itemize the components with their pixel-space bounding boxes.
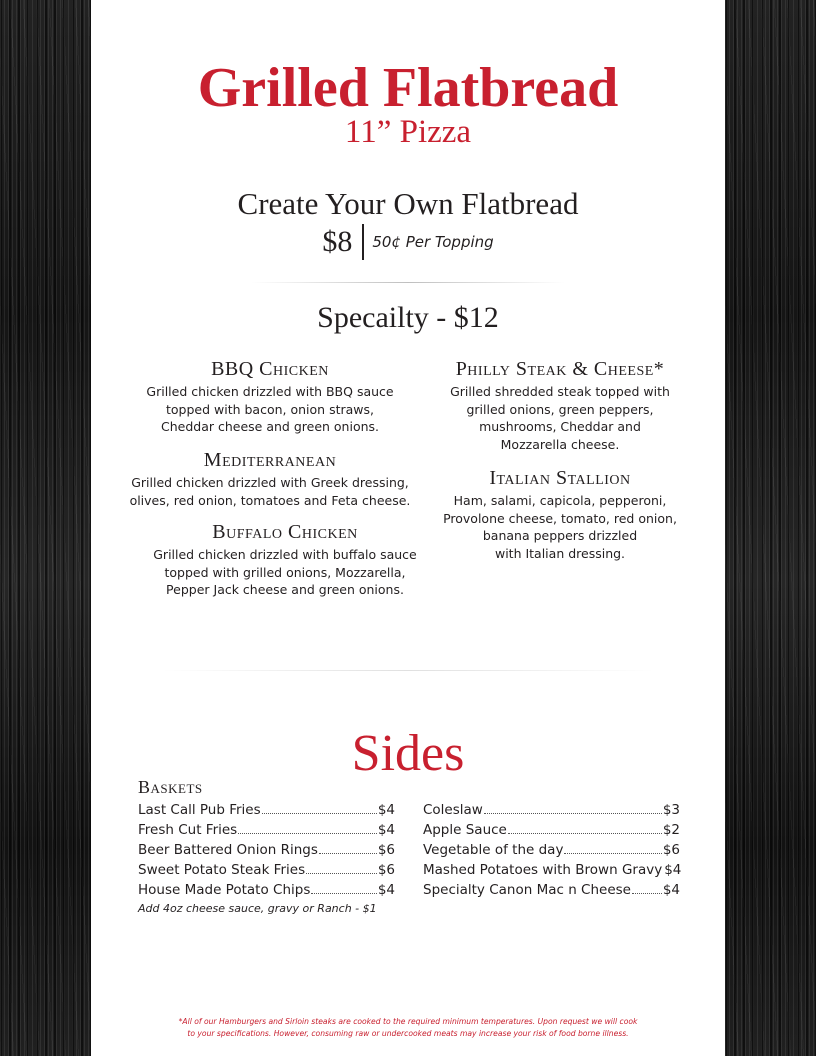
- create-your-own-price: $8: [322, 225, 353, 258]
- addon-note: Add 4oz cheese sauce, gravy or Ranch - $1: [138, 902, 377, 915]
- price-divider: [362, 224, 364, 260]
- list-item: [423, 882, 680, 902]
- description-line: Pepper Jack cheese and green onions.: [166, 582, 404, 597]
- description-line: Grilled chicken drizzled with BBQ sauce: [146, 384, 394, 399]
- side-name: Beer Battered Onion Rings: [138, 842, 318, 858]
- disclaimer-line: to your specifications. However, consuming raw or undercooked meats may increase your risk of food borne illness.: [187, 1028, 629, 1038]
- description-line: Grilled chicken drizzled with Greek dressing,: [131, 475, 409, 490]
- item-name: BBQ Chicken: [211, 358, 329, 380]
- dot-leader: [311, 893, 376, 894]
- menu-page: [91, 0, 725, 1056]
- side-price: $6: [377, 842, 395, 858]
- section-divider: [161, 670, 655, 671]
- list-item: [138, 842, 395, 862]
- side-name: Specialty Canon Mac n Cheese: [423, 882, 631, 898]
- list-item: [423, 862, 680, 882]
- side-name: Coleslaw: [423, 802, 483, 818]
- description-line: banana peppers drizzled: [482, 528, 638, 543]
- create-your-own-title: Create Your Own Flatbread: [237, 186, 579, 221]
- list-item: [138, 822, 395, 842]
- list-item: [423, 822, 680, 842]
- item-description: [128, 474, 412, 509]
- description-line: mushrooms, Cheddar and: [479, 419, 641, 434]
- description-line: olives, red onion, tomatoes and Feta cheese.: [129, 492, 411, 508]
- description-line: topped with bacon, onion straws,: [165, 401, 374, 417]
- side-price: $6: [377, 862, 395, 878]
- side-name: Last Call Pub Fries: [138, 802, 261, 818]
- item-name: Mediterranean: [203, 449, 337, 471]
- menu-item-bbq-chicken: [143, 357, 397, 436]
- disclaimer-line: *All of our Hamburgers and Sirloin steaks are cooked to the required minimum temperatures. Upon request we will cook: [178, 1017, 638, 1026]
- baskets-label: Baskets: [138, 777, 203, 797]
- description-line: Grilled chicken drizzled with buffalo sauce: [153, 547, 417, 562]
- sides-list-left: [138, 802, 395, 902]
- side-name: House Made Potato Chips: [138, 882, 311, 898]
- item-name: Buffalo Chicken: [212, 521, 358, 543]
- side-price: $4: [377, 802, 395, 818]
- list-item: [138, 882, 395, 902]
- item-description: [143, 383, 397, 436]
- topping-price-note: 50¢ Per Topping: [372, 233, 494, 251]
- dot-leader: [564, 853, 661, 854]
- side-price: $6: [662, 842, 680, 858]
- list-item: [138, 802, 395, 822]
- menu-item-buffalo-chicken: [148, 520, 422, 599]
- item-name: Italian Stallion: [489, 467, 631, 489]
- section-divider: [251, 282, 565, 283]
- item-description: [433, 383, 687, 453]
- list-item: [138, 862, 395, 882]
- food-safety-disclaimer: [91, 1016, 725, 1039]
- description-line: Grilled shredded steak topped with: [450, 384, 670, 399]
- side-price: $2: [662, 822, 680, 838]
- create-your-own-price-row: [91, 224, 725, 260]
- wood-texture-right: [725, 0, 816, 1056]
- description-line: Cheddar cheese and green onions.: [161, 419, 379, 434]
- side-name: Sweet Potato Steak Fries: [138, 862, 306, 878]
- sides-title: Sides: [351, 725, 465, 782]
- menu-title: Grilled Flatbread: [197, 57, 619, 119]
- wood-texture-left: [0, 0, 91, 1056]
- menu-item-philly-steak: [433, 357, 687, 453]
- side-price: $4: [664, 862, 682, 878]
- description-line: Provolone cheese, tomato, red onion,: [443, 510, 677, 526]
- description-line: grilled onions, green peppers,: [466, 401, 654, 417]
- side-name: Apple Sauce: [423, 822, 507, 838]
- side-name: Vegetable of the day: [423, 842, 564, 858]
- dot-leader: [306, 873, 377, 874]
- item-description: [428, 492, 692, 562]
- side-name: Mashed Potatoes with Brown Gravy: [423, 862, 663, 878]
- description-line: Ham, salami, capicola, pepperoni,: [453, 493, 667, 508]
- dot-leader: [508, 833, 662, 834]
- side-price: $4: [662, 882, 680, 898]
- list-item: [423, 802, 680, 822]
- menu-item-italian-stallion: [428, 466, 692, 562]
- side-price: $4: [377, 822, 395, 838]
- sides-list-right: [423, 802, 680, 902]
- side-price: $3: [662, 802, 680, 818]
- dot-leader: [484, 813, 662, 814]
- side-price: $4: [377, 882, 395, 898]
- list-item: [423, 842, 680, 862]
- menu-subtitle: 11” Pizza: [344, 114, 472, 150]
- item-description: [148, 546, 422, 599]
- dot-leader: [238, 833, 377, 834]
- item-name: Philly Steak & Cheese*: [455, 358, 665, 380]
- specialty-title: Specailty - $12: [317, 301, 499, 334]
- dot-leader: [632, 893, 662, 894]
- dot-leader: [262, 813, 377, 814]
- description-line: with Italian dressing.: [494, 545, 626, 561]
- menu-item-mediterranean: [128, 448, 412, 509]
- side-name: Fresh Cut Fries: [138, 822, 238, 838]
- description-line: Mozzarella cheese.: [500, 436, 620, 452]
- description-line: topped with grilled onions, Mozzarella,: [164, 564, 406, 580]
- dot-leader: [319, 853, 377, 854]
